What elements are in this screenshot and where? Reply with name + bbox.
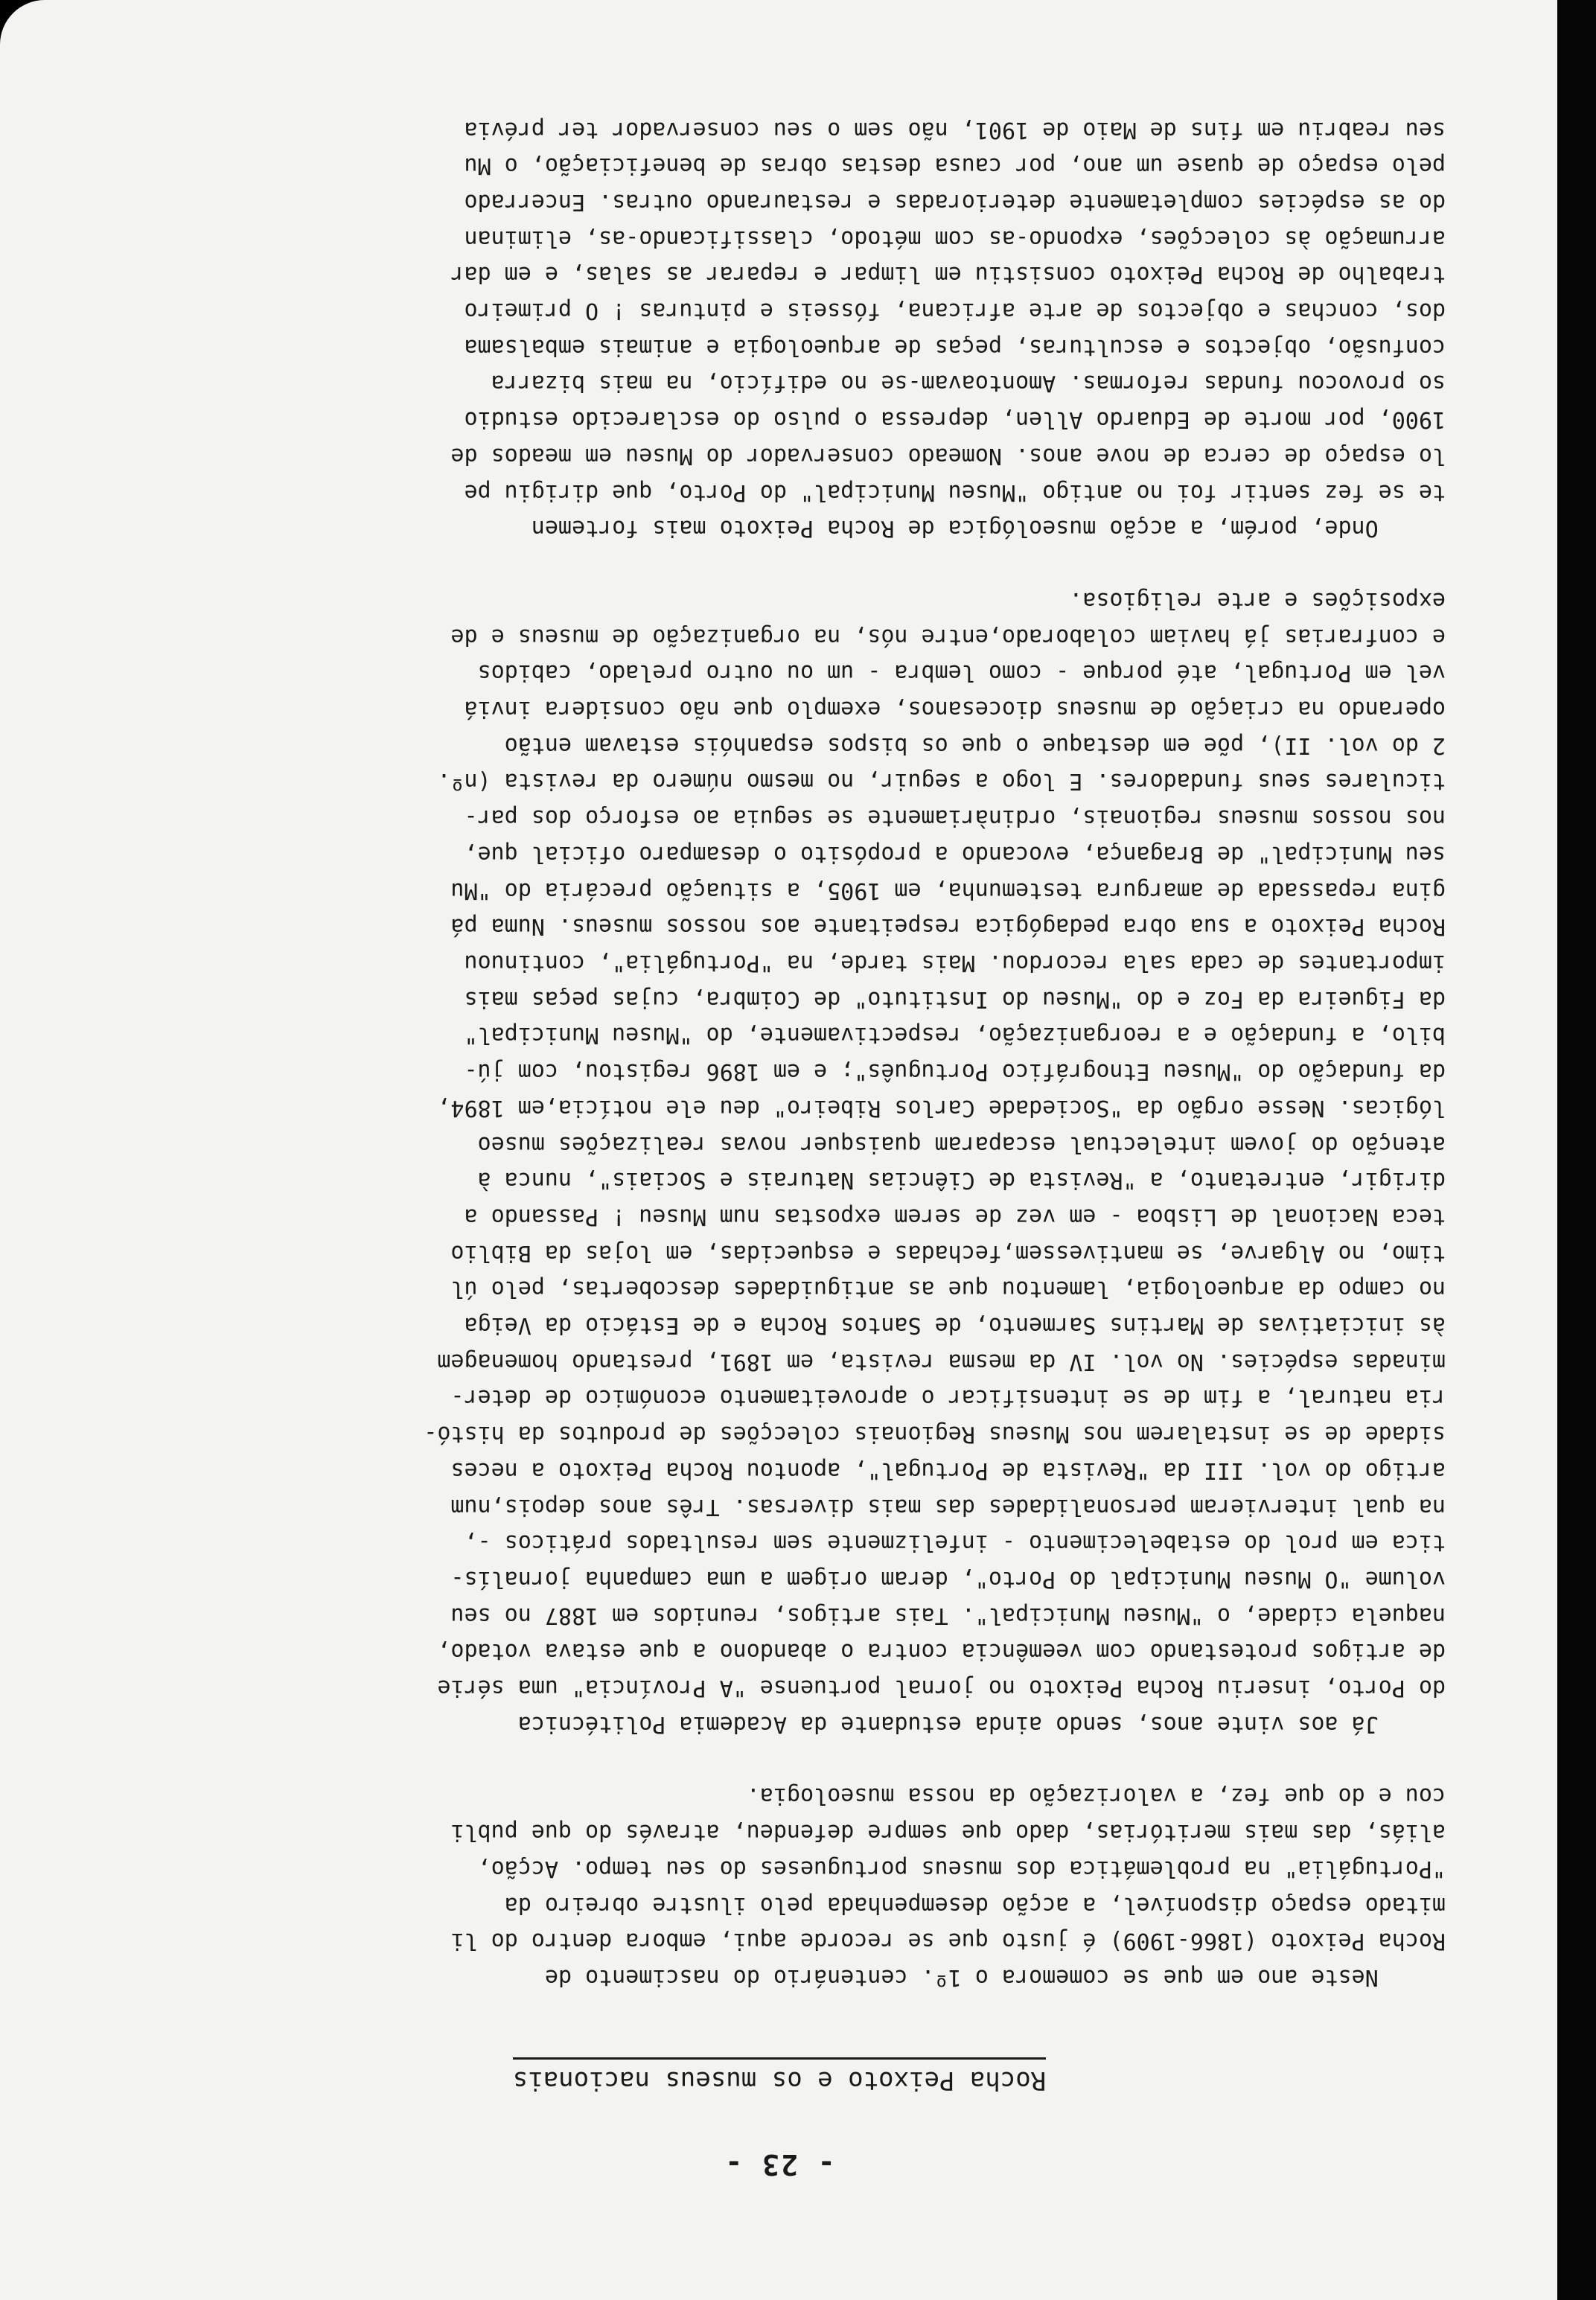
text-line: cou e do que fez, a valorização da nossa museologia. [746,1783,1446,1809]
paragraph-2 [113,581,1446,1742]
text-line: mitado espaço disponível, a acção desempenhada pelo ilustre obreiro da [504,1891,1446,1918]
text-line: na qual intervieram personalidades das mais diversas. Três anos depois,num [450,1493,1446,1520]
text-line: lo espaço de cerca de nove anos. Nomeado conservador do Museu em meados de [450,442,1446,469]
text-line: do Porto, inseriu Rocha Peixoto no jornal portuense "A Província" uma série [437,1675,1446,1702]
text-line: ria natural, a fim de se intensificar o aproveitamento económico de deter- [450,1384,1446,1411]
text-line: de artigos protestando com veemência contra o abandono a que estava votado, [437,1638,1446,1665]
text-line: Rocha Peixoto (1866-1909) é justo que se recorde aqui, embora dentro do li [450,1928,1446,1955]
text-line: lógicas. Nesse orgão da "Sociedade Carlos Ribeiro" deu ele notícia,em 1894, [437,1094,1446,1121]
text-line: te se fez sentir foi no antigo "Museu Municipal" do Porto, que dirigiu pe [464,479,1446,505]
text-line: aliás, das mais meritórias, dado que sempre defendeu, através do que publi [450,1819,1446,1846]
text-line: importantes de cada sala recordou. Mais tarde, na "Portugália", continuou [464,950,1446,977]
text-line: arrumação às colecções, expondo-as com método, classificando-as, eliminan [464,225,1446,252]
paragraph-3 [113,111,1446,546]
text-line: teca Nacional de Lisboa - em vez de serem expostas num Museu ! Passando a [464,1203,1446,1230]
paragraph-1 [113,1777,1446,1995]
text-line: operando na criação de museus diocesanos, exemplo que não considera inviá [464,696,1446,723]
text-line: trabalho de Rocha Peixoto consistiu em limpar e reparar as salas, e em dar [450,261,1446,288]
text-line: 1900, por morte de Eduardo Allen, depressa o pulso do esclarecido estudio [464,406,1446,433]
text-line: timo, no Algarve, se mantivessem,fechadas e esquecidas, em lojas da Biblio [450,1239,1446,1266]
text-line: Onde, porém, a acção museológica de Rocha Peixoto mais fortemen [531,515,1446,542]
text-line: "Portugália" na problemática dos museus portugueses do seu tempo. Acção, [477,1855,1446,1882]
text-line: no campo da arqueologia, lamentou que as antiguidades descobertas, pelo úl [450,1276,1446,1303]
text-line: artigo do vol. III da "Revista de Portugal", apontou Rocha Peixoto a neces [450,1457,1446,1483]
text-line: e confrarias já haviam colaborado,entre nós, na organização de museus e de [450,623,1446,650]
text-line: seu Municipal" de Bragança, evocando a propósito o desamparo oficial que, [464,840,1446,867]
text-line: naquela cidade, o "Museu Municipal". Tais artigos, reunidos em 1887 no seu [450,1602,1446,1629]
text-line: dirigir, entretanto, a "Revista de Ciências Naturais e Sociais", nunca à [477,1167,1446,1194]
text-line: exposições e arte religiosa. [1069,587,1446,613]
text-line: seu reabriu em fins de Maio de 1901, não sem o seu conservador ter prévia [464,116,1446,143]
page-number: - 23 - [724,2148,835,2181]
text-line: Já aos vinte anos, sendo ainda estudante da Academia Politécnica [517,1710,1446,1737]
text-line: da Figueira da Foz e do "Museu do Instituto" de Coimbra, cujas peças mais [464,986,1446,1012]
text-line: Neste ano em que se comemora o 1º. centenário do nascimento de [544,1964,1446,1990]
text-line: tica em prol do estabelecimento - infelizmente sem resultados práticos -, [464,1530,1446,1556]
text-line: atenção do jovem intelectual escaparam quaisquer novas realizações museo [477,1131,1446,1157]
text-line: da fundação do "Museu Etnográfico Português"; e em 1896 registou, com jú- [464,1058,1446,1085]
text-line: bilo, a fundação e a reorganização, respectivamente, do "Museu Municipal" [464,1022,1446,1049]
text-line: gina repassada de amargura testemunha, em 1905, a situação precária do "Mu [450,877,1446,904]
text-line: ticulares seus fundadores. E logo a seguir, no mesmo número da revista (nº. [437,768,1446,795]
scan-border [1557,0,1596,2300]
text-line: Rocha Peixoto a sua obra pedagógica respeitante aos nossos museus. Numa pá [450,913,1446,940]
text-line: minadas espécies. No vol. IV da mesma revista, em 1891, prestando homenagem [437,1348,1446,1375]
text-line: confusão, objectos e esculturas, peças de arqueologia e animais embalsama [464,333,1446,360]
text-line: nos nossos museus regionais, ordinàriamente se seguia ao esforço dos par- [464,805,1446,831]
text-line: às iniciativas de Martins Sarmento, de Santos Rocha e de Estácio da Veiga [464,1312,1446,1339]
body-text [113,75,1446,1995]
text-line: volume "O Museu Municipal do Porto", deram origem a uma campanha jornalís- [450,1565,1446,1592]
text-line: do as espécies completamente deterioradas e restaurando outras. Encerrado [464,188,1446,215]
text-line: vel em Portugal, até porque - como lembra - um ou outro prelado, cabidos [477,659,1446,686]
page-title: Rocha Peixoto e os museus nacionais [513,2057,1046,2095]
text-line: so provocou fundas reformas. Amontoavam-se no edifício, na mais bizarra [491,370,1446,397]
text-line: sidade de se instalarem nos Museus Regionais colecções de produtos da histó- [424,1421,1446,1448]
text-line: dos, conchas e objectos de arte africana, fósseis e pinturas ! O primeiro [464,298,1446,325]
page-title-wrapper [113,2057,1446,2095]
text-line: pelo espaço de quase um ano, por causa destas obras de beneficiação, o Mu [464,153,1446,179]
text-line: 2 do vol. II), põe em destaque o que os bispos espanhóis estavam então [504,732,1446,758]
